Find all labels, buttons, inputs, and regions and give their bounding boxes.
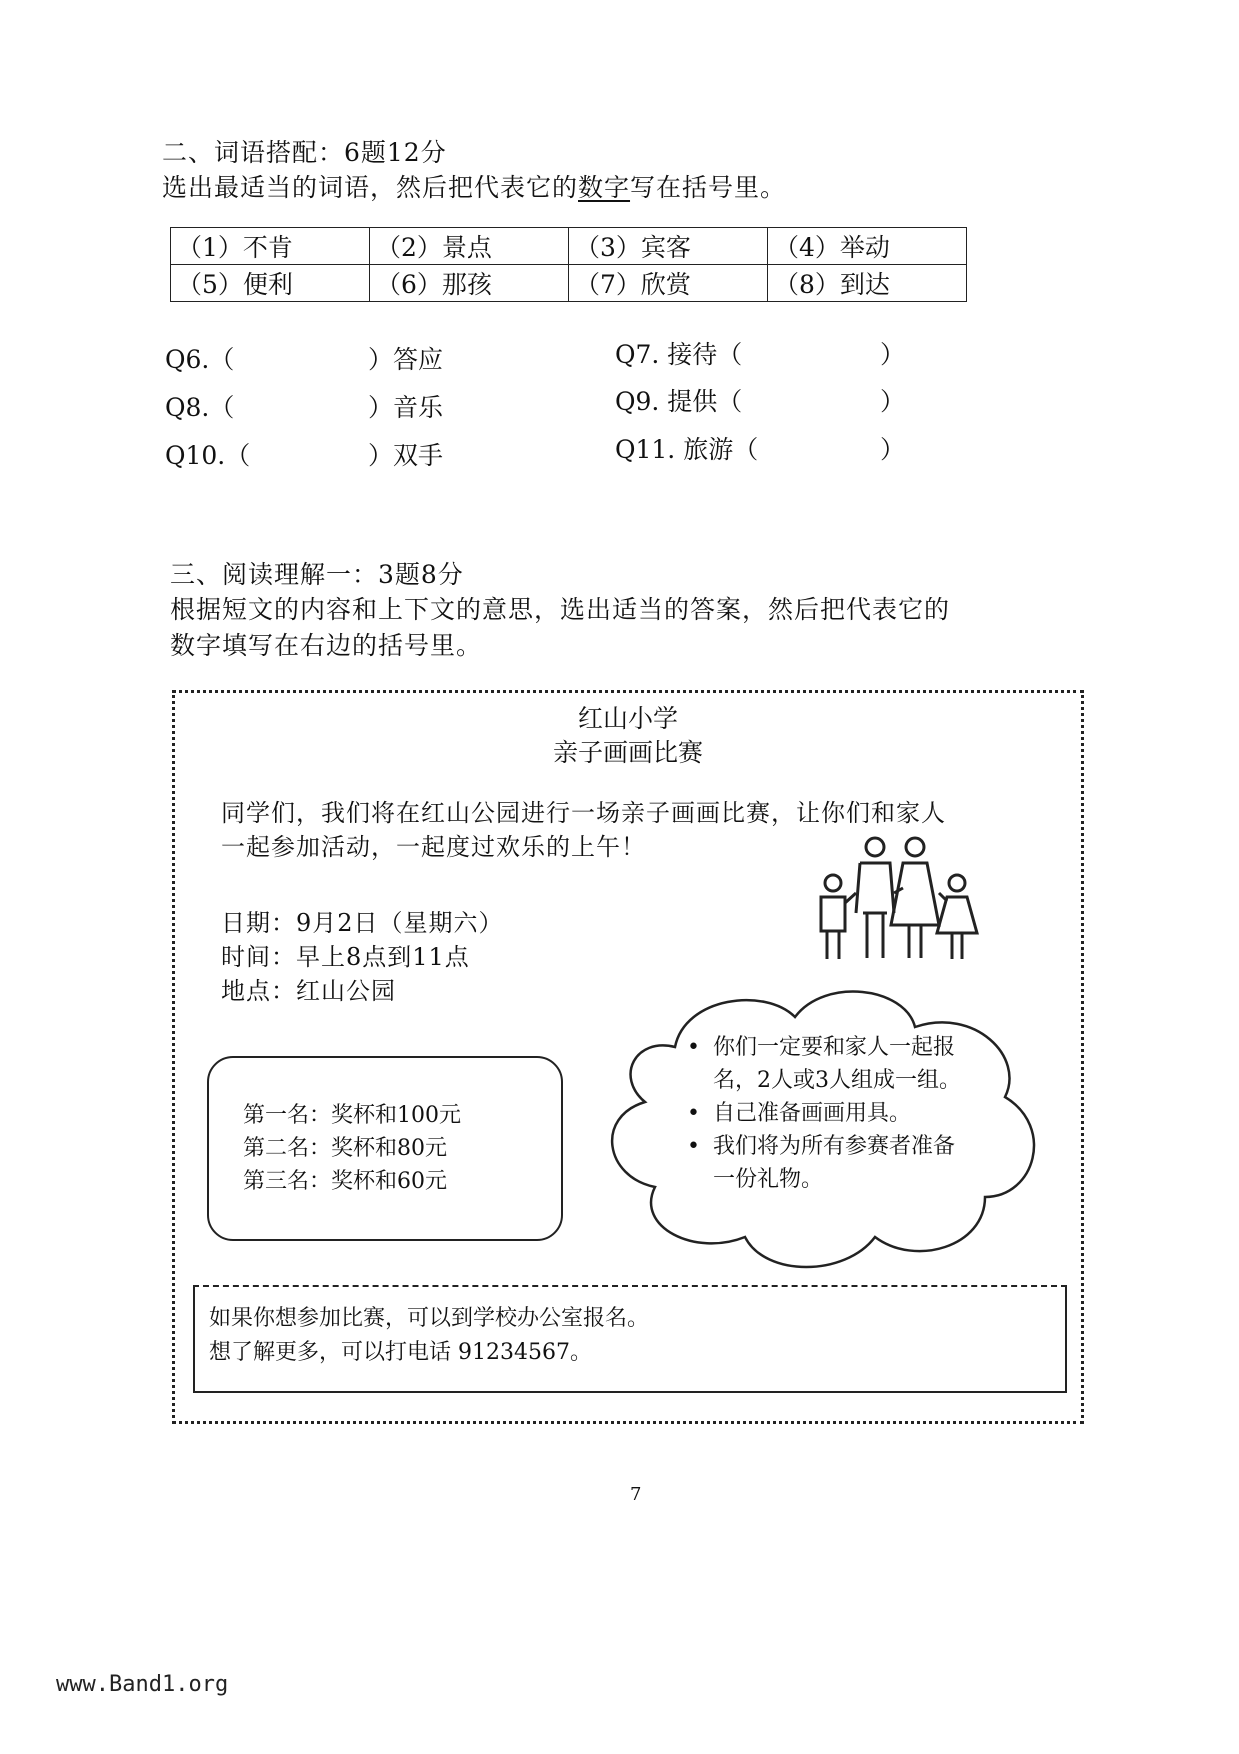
q8-close: ）音乐: [368, 393, 444, 422]
footer-url: www.Band1.org: [56, 1672, 229, 1697]
q9-close: ）: [880, 387, 906, 416]
family-icon: [805, 833, 985, 963]
notes-list: [685, 1031, 965, 1196]
section2-heading: 二、词语搭配：6题12分: [162, 138, 447, 167]
poster-school: 红山小学: [577, 704, 678, 733]
q7-label: Q7. 接待（: [615, 340, 743, 369]
q7-close: ）: [880, 340, 906, 369]
q9-label: Q9. 提供（: [615, 387, 743, 416]
contact-line-1: 如果你想参加比赛，可以到学校办公室报名。: [209, 1306, 650, 1331]
q6-close: ）答应: [368, 345, 444, 374]
vocab-row: [171, 265, 967, 302]
prize-2: 第二名：奖杯和80元: [243, 1136, 447, 1161]
vocab-table: [170, 227, 967, 302]
note-item: • 我们将为所有参赛者准备一份礼物。: [685, 1130, 965, 1196]
prize-box: [207, 1056, 563, 1241]
vocab-cell: （7）欣赏: [569, 265, 768, 302]
q10-close: ）双手: [368, 441, 444, 470]
vocab-cell: （1）不肯: [171, 228, 370, 265]
poster-intro-2: 一起参加活动，一起度过欢乐的上午！: [221, 833, 646, 861]
prize-3: 第三名：奖杯和60元: [243, 1169, 447, 1194]
contact-box: [193, 1285, 1067, 1393]
q10-label: Q10.（: [165, 441, 251, 470]
page-number: 7: [630, 1484, 642, 1505]
note-item: • 自己准备画画用具。: [685, 1097, 965, 1130]
vocab-cell: （6）那孩: [370, 265, 569, 302]
vocab-cell: （5）便利: [171, 265, 370, 302]
section2-instruction: [162, 168, 786, 204]
prize-1: 第一名：奖杯和100元: [243, 1103, 461, 1128]
event-poster: [172, 690, 1084, 1424]
instruction-suffix: 写在括号里。: [630, 173, 787, 202]
poster-event-title: 亲子画画比赛: [552, 738, 703, 767]
q6-label: Q6.（: [165, 345, 235, 374]
contact-line-2: 想了解更多，可以打电话 91234567。: [209, 1340, 592, 1365]
poster-time: 时间：早上8点到11点: [221, 943, 470, 971]
note-item: • 你们一定要和家人一起报名，2人或3人组成一组。: [685, 1031, 965, 1097]
poster-place: 地点：红山公园: [221, 977, 396, 1005]
q11-label: Q11. 旅游（: [615, 435, 759, 464]
poster-date: 日期：9月2日（星期六）: [221, 909, 504, 937]
q8-label: Q8.（: [165, 393, 235, 422]
section3-heading: 三、阅读理解一：3题8分: [170, 560, 464, 589]
vocab-row: [171, 228, 967, 265]
section3-instruction-2: 数字填写在右边的括号里。: [170, 631, 483, 660]
vocab-cell: （3）宾客: [569, 228, 768, 265]
poster-intro-1: 同学们，我们将在红山公园进行一场亲子画画比赛，让你们和家人: [221, 799, 946, 827]
instruction-underlined: 数字: [578, 173, 631, 202]
instruction-prefix: 选出最适当的词语，然后把代表它的: [162, 173, 579, 202]
q11-close: ）: [880, 435, 906, 464]
vocab-cell: （2）景点: [370, 228, 569, 265]
vocab-cell: （4）举动: [768, 228, 967, 265]
vocab-cell: （8）到达: [768, 265, 967, 302]
section3-instruction-1: 根据短文的内容和上下文的意思，选出适当的答案，然后把代表它的: [170, 595, 951, 624]
